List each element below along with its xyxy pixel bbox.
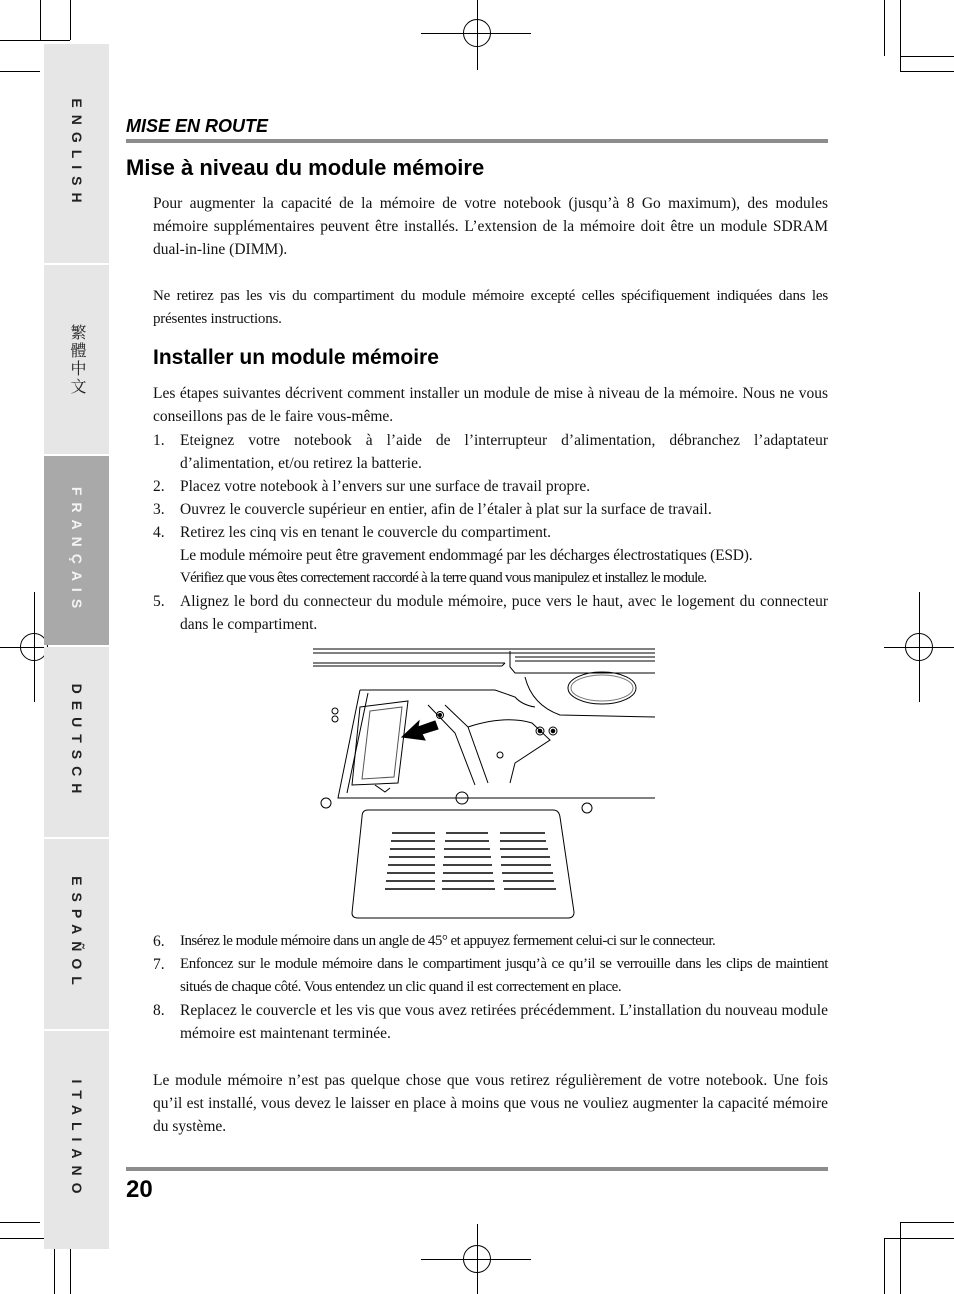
list-item (153, 521, 828, 544)
esd-note-2: Vérifiez que vous êtes correctement raccordé à la terre quand vous manipulez et installez le module. (180, 570, 707, 586)
steps-list-a (153, 429, 828, 636)
steps-list-b (153, 930, 828, 1045)
step-number: 6. (153, 933, 165, 950)
step-number: 8. (153, 1002, 165, 1019)
tab-espanol-label: ESPAÑOL (68, 876, 85, 992)
footer-rule (126, 1167, 828, 1171)
tab-francais-label: FRANÇAIS (68, 486, 85, 615)
step-text: Replacez le couvercle et les vis que vous avez retirées précédemment. L’installation du nouveau module mémoire est maintenant terminée. (180, 1002, 828, 1042)
step-number: 2. (153, 478, 165, 495)
list-item (153, 590, 828, 636)
list-item (153, 930, 828, 953)
header-rule (126, 139, 828, 143)
warning-note: Ne retirez pas les vis du compartiment du module mémoire excepté celles spécifiquement indiquées dans les présentes instructions. (153, 288, 828, 327)
step-text: Eteignez votre notebook à l’aide de l’interrupteur d’alimentation, débranchez l’adaptateur d’alimentation, et/ou retirez la batterie. (180, 432, 828, 472)
tab-deutsch-label: DEUTSCH (68, 683, 85, 801)
step-text: Insérez le module mémoire dans un angle de 45° et appuyez fermement celui-ci sur le connecteur. (180, 933, 716, 949)
tab-deutsch[interactable] (44, 647, 109, 837)
tab-espanol[interactable] (44, 839, 109, 1029)
step-text: Alignez le bord du connecteur du module mémoire, puce vers le haut, avec le logement du connecteur dans le compartiment. (180, 593, 828, 633)
tab-italiano-label: ITALIANO (68, 1079, 85, 1201)
step-number: 7. (153, 956, 165, 973)
step-text: Enfoncez sur le module mémoire dans le compartiment jusqu’à ce qu’il se verrouille dans les clips de maintient situés de chaque côté. Vous entendez un clic quand il est correctement en place. (180, 956, 828, 995)
list-item (153, 953, 828, 999)
list-item (153, 429, 828, 475)
memory-compartment-illustration (310, 645, 662, 925)
esd-note-1: Le module mémoire peut être gravement endommagé par les décharges électrostatiques (ESD). (180, 547, 753, 564)
tab-chinese-label: 繁體中文 (68, 323, 85, 396)
step-number: 3. (153, 501, 165, 518)
step-number: 5. (153, 593, 165, 610)
subsection-title: Installer un module mémoire (153, 346, 439, 369)
step-number: 1. (153, 432, 165, 449)
step-text: Ouvrez le couvercle supérieur en entier, afin de l’étaler à plat sur la surface de travail. (180, 501, 712, 518)
step-text: Retirez les cinq vis en tenant le couvercle du compartiment. (180, 524, 552, 541)
page-title: Mise à niveau du module mémoire (126, 155, 485, 180)
list-item (153, 999, 828, 1045)
closing-paragraph: Le module mémoire n’est pas quelque chose que vous retirez régulièrement de votre notebook. Une fois qu’il est installé, vous devez le laisser en place à moins que vous ne vouliez augmenter la capacité mémoire du système. (153, 1072, 828, 1135)
tab-chinese[interactable] (44, 265, 109, 454)
intro-paragraph: Pour augmenter la capacité de la mémoire de votre notebook (jusqu’à 8 Go maximum), des modules mémoire supplémentaires peuvent être installés. L’extension de la mémoire doit être un module SDRAM dual-in-line (DIMM). (153, 195, 828, 258)
step-number: 4. (153, 524, 165, 541)
page-number: 20 (126, 1176, 153, 1203)
list-item (153, 475, 828, 498)
tab-english[interactable] (44, 44, 109, 263)
tab-italiano[interactable] (44, 1031, 109, 1249)
tab-francais[interactable] (44, 456, 109, 645)
section-header: MISE EN ROUTE (126, 116, 269, 136)
steps-intro: Les étapes suivantes décrivent comment installer un module de mise à niveau de la mémoire. Nous ne vous conseillons pas de le faire vous-même. (153, 385, 828, 425)
step-text: Placez votre notebook à l’envers sur une surface de travail propre. (180, 478, 591, 495)
tab-english-label: ENGLISH (68, 97, 85, 210)
list-item (153, 498, 828, 521)
